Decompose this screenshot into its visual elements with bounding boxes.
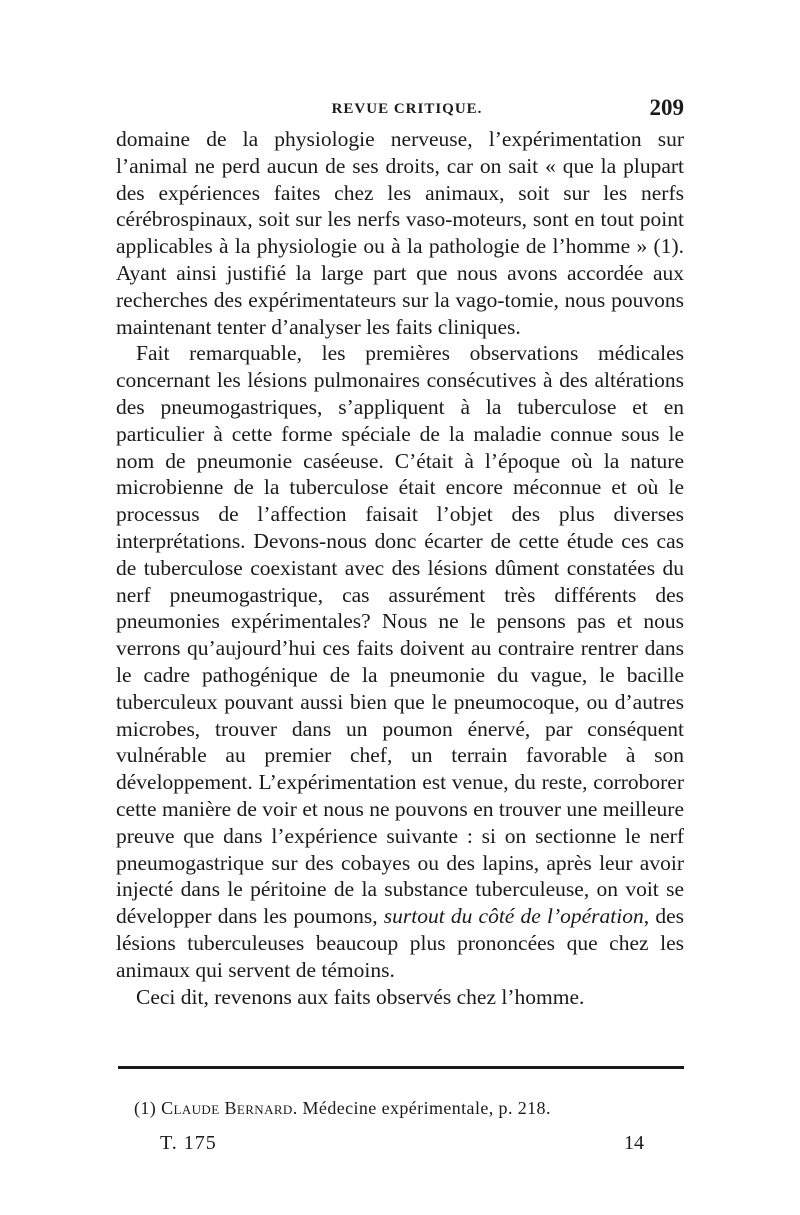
paragraph	[116, 126, 684, 340]
footnote-rule	[118, 1066, 684, 1069]
body-text	[116, 126, 684, 1010]
page-number: 209	[649, 95, 684, 120]
running-head-title: REVUE CRITIQUE.	[331, 101, 483, 117]
footnote-author: Claude Bernard.	[161, 1098, 298, 1118]
sheet-number: 14	[624, 1132, 644, 1154]
paragraph	[116, 340, 684, 983]
paragraph	[116, 984, 684, 1011]
paragraph-text: Ceci dit, revenons aux faits observés chez l’homme.	[136, 984, 585, 1009]
paragraph-text: domaine de la physiologie nerveuse, l’expérimentation sur l’animal ne perd aucun de ses droits, car on sait « que la plupart des expériences faites chez les animaux, soit sur les nerfs cérébrospinaux, soit sur les nerfs vaso-moteurs, sont en tout point applicables à la physiologie ou à la pathologie de l’homme » (1). Ayant ainsi justifié la large part que nous avons accordée aux recherches des expérimentateurs sur la vago-tomie, nous pouvons maintenant tenter d’analyser les faits cliniques.	[116, 127, 684, 339]
footnote	[134, 1098, 551, 1119]
italic-phrase: surtout du côté de l’opération	[383, 904, 644, 929]
footnote-marker: (1)	[134, 1098, 157, 1118]
paragraph-text: Fait remarquable, les premières observations médicales concernant les lésions pulmonaires consécutives à des altérations des pneumogastriques, s’appliquent à la tuberculose et en particulier à cette forme spéciale de la maladie connue sous le nom de pneumonie caséeuse. C’était à l’époque où la nature microbienne de la tuberculose était encore méconnue et où le processus de l’affection faisait l’objet des plus diverses interprétations. Devons-nous donc écarter de cette étude ces cas de tuberculose coexistant avec des lésions dûment constatées du nerf pneumogastrique, cas assurément très différents des pneumonies expérimentales? Nous ne le pensons pas et nous verrons qu’aujourd’hui ces faits doivent au contraire rentrer dans le cadre pathogénique de la pneumonie du vague, le bacille tuberculeux pouvant aussi bien que le pneumocoque, ou d’autres microbes, trouver dans un poumon énervé, par conséquent vulnérable au premier chef, un terrain favorable à son développement. L’expérimentation est venue, du reste, corroborer cette manière de voir et nous ne pouvons en trouver une meilleure preuve que dans l’expérience suivante : si on sectionne le nerf pneumogastrique sur des cobayes ou des lapins, après leur avoir injecté dans le péritoine de la substance tuberculeuse, on voit se développer dans les poumons,	[116, 341, 684, 929]
footnote-text: Médecine expérimentale, p. 218.	[302, 1098, 551, 1118]
printer-signature: T. 175	[160, 1132, 217, 1154]
running-header	[116, 95, 684, 125]
paragraph-text: , des lésions tuberculeuses beaucoup plus prononcées que chez les animaux qui servent de témoins.	[116, 904, 684, 982]
